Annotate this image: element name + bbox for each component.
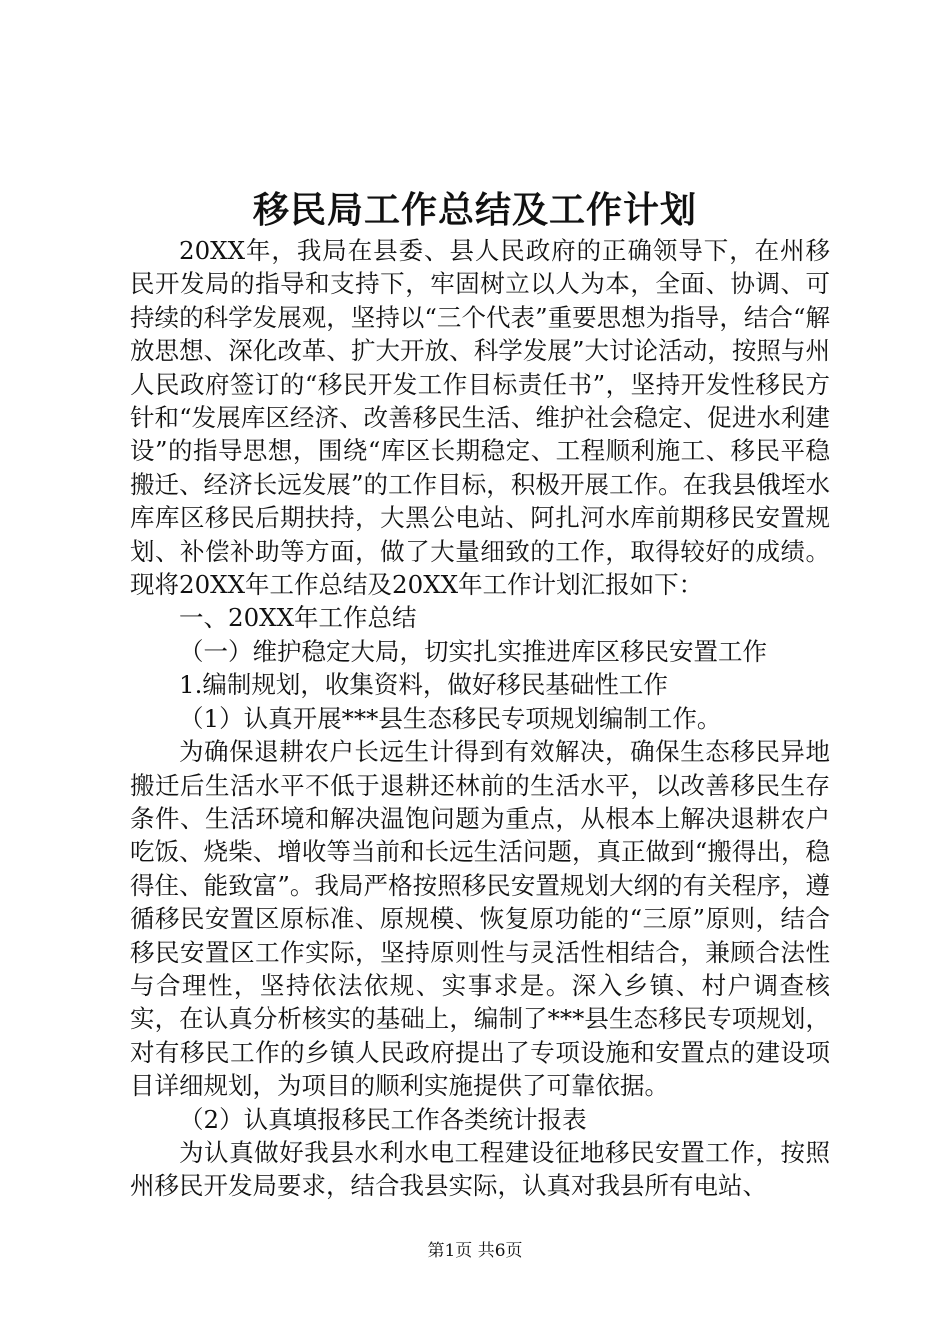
- page-footer: 第1页 共6页: [427, 1241, 523, 1261]
- subsection-heading: （一）维护稳定大局，切实扎实推进库区移民安置工作: [179, 636, 767, 666]
- section-heading: 一、20XX年工作总结: [179, 603, 417, 633]
- subitem-heading: （2）认真填报移民工作各类统计报表: [179, 1104, 587, 1134]
- item-heading: 1.编制规划，收集资料，做好移民基础性工作: [179, 670, 668, 700]
- document-title: 移民局工作总结及工作计划: [252, 189, 697, 231]
- subitem-heading: （1）认真开展***县生态移民专项规划编制工作。: [179, 703, 722, 733]
- paragraph-intro: 20XX年，我局在县委、县人民政府的正确领导下，在州移民开发局的指导和支持下，牢固树立以人为本，全面、协调、可持续的科学发展观，坚持以“三个代表”重要思想为指导，结合“解放思想、深化改革、扩大开放、科学发展”大讨论活动，按照与州人民政府签订的“移民开发工作目标责任书”，坚持开发性移民方针和“发展库区经济、改善移民生活、维护社会稳定、促进水利建设”的指导思想，围绕“库区长期稳定、工程顺利施工、移民平稳搬迁、经济长远发展”的工作目标，积极开展工作。在我县俄垤水库库区移民后期扶持，大黑公电站、阿扎河水库前期移民安置规划、补偿补助等方面，做了大量细致的工作，取得较好的成绩。现将20XX年工作总结及20XX年工作计划汇报如下：: [130, 236, 830, 600]
- paragraph-body: 为认真做好我县水利水电工程建设征地移民安置工作，按照州移民开发局要求，结合我县实际，认真对我县所有电站、: [130, 1137, 830, 1201]
- paragraph-body: 为确保退耕农户长远生计得到有效解决，确保生态移民异地搬迁后生活水平不低于退耕还林前的生活水平，以改善移民生存条件、生活环境和解决温饱问题为重点，从根本上解决退耕农户吃饭、烧柴、增收等当前和长远生活问题，真正做到“搬得出，稳得住、能致富”。我局严格按照移民安置规划大纲的有关程序，遵循移民安置区原标准、原规模、恢复原功能的“三原”原则，结合移民安置区工作实际，坚持原则性与灵活性相结合，兼顾合法性与合理性，坚持依法依规、实事求是。深入乡镇、村户调查核实，在认真分析核实的基础上，编制了***县生态移民专项规划，对有移民工作的乡镇人民政府提出了专项设施和安置点的建设项目详细规划，为项目的顺利实施提供了可靠依据。: [130, 737, 830, 1101]
- document-body: [130, 234, 830, 1203]
